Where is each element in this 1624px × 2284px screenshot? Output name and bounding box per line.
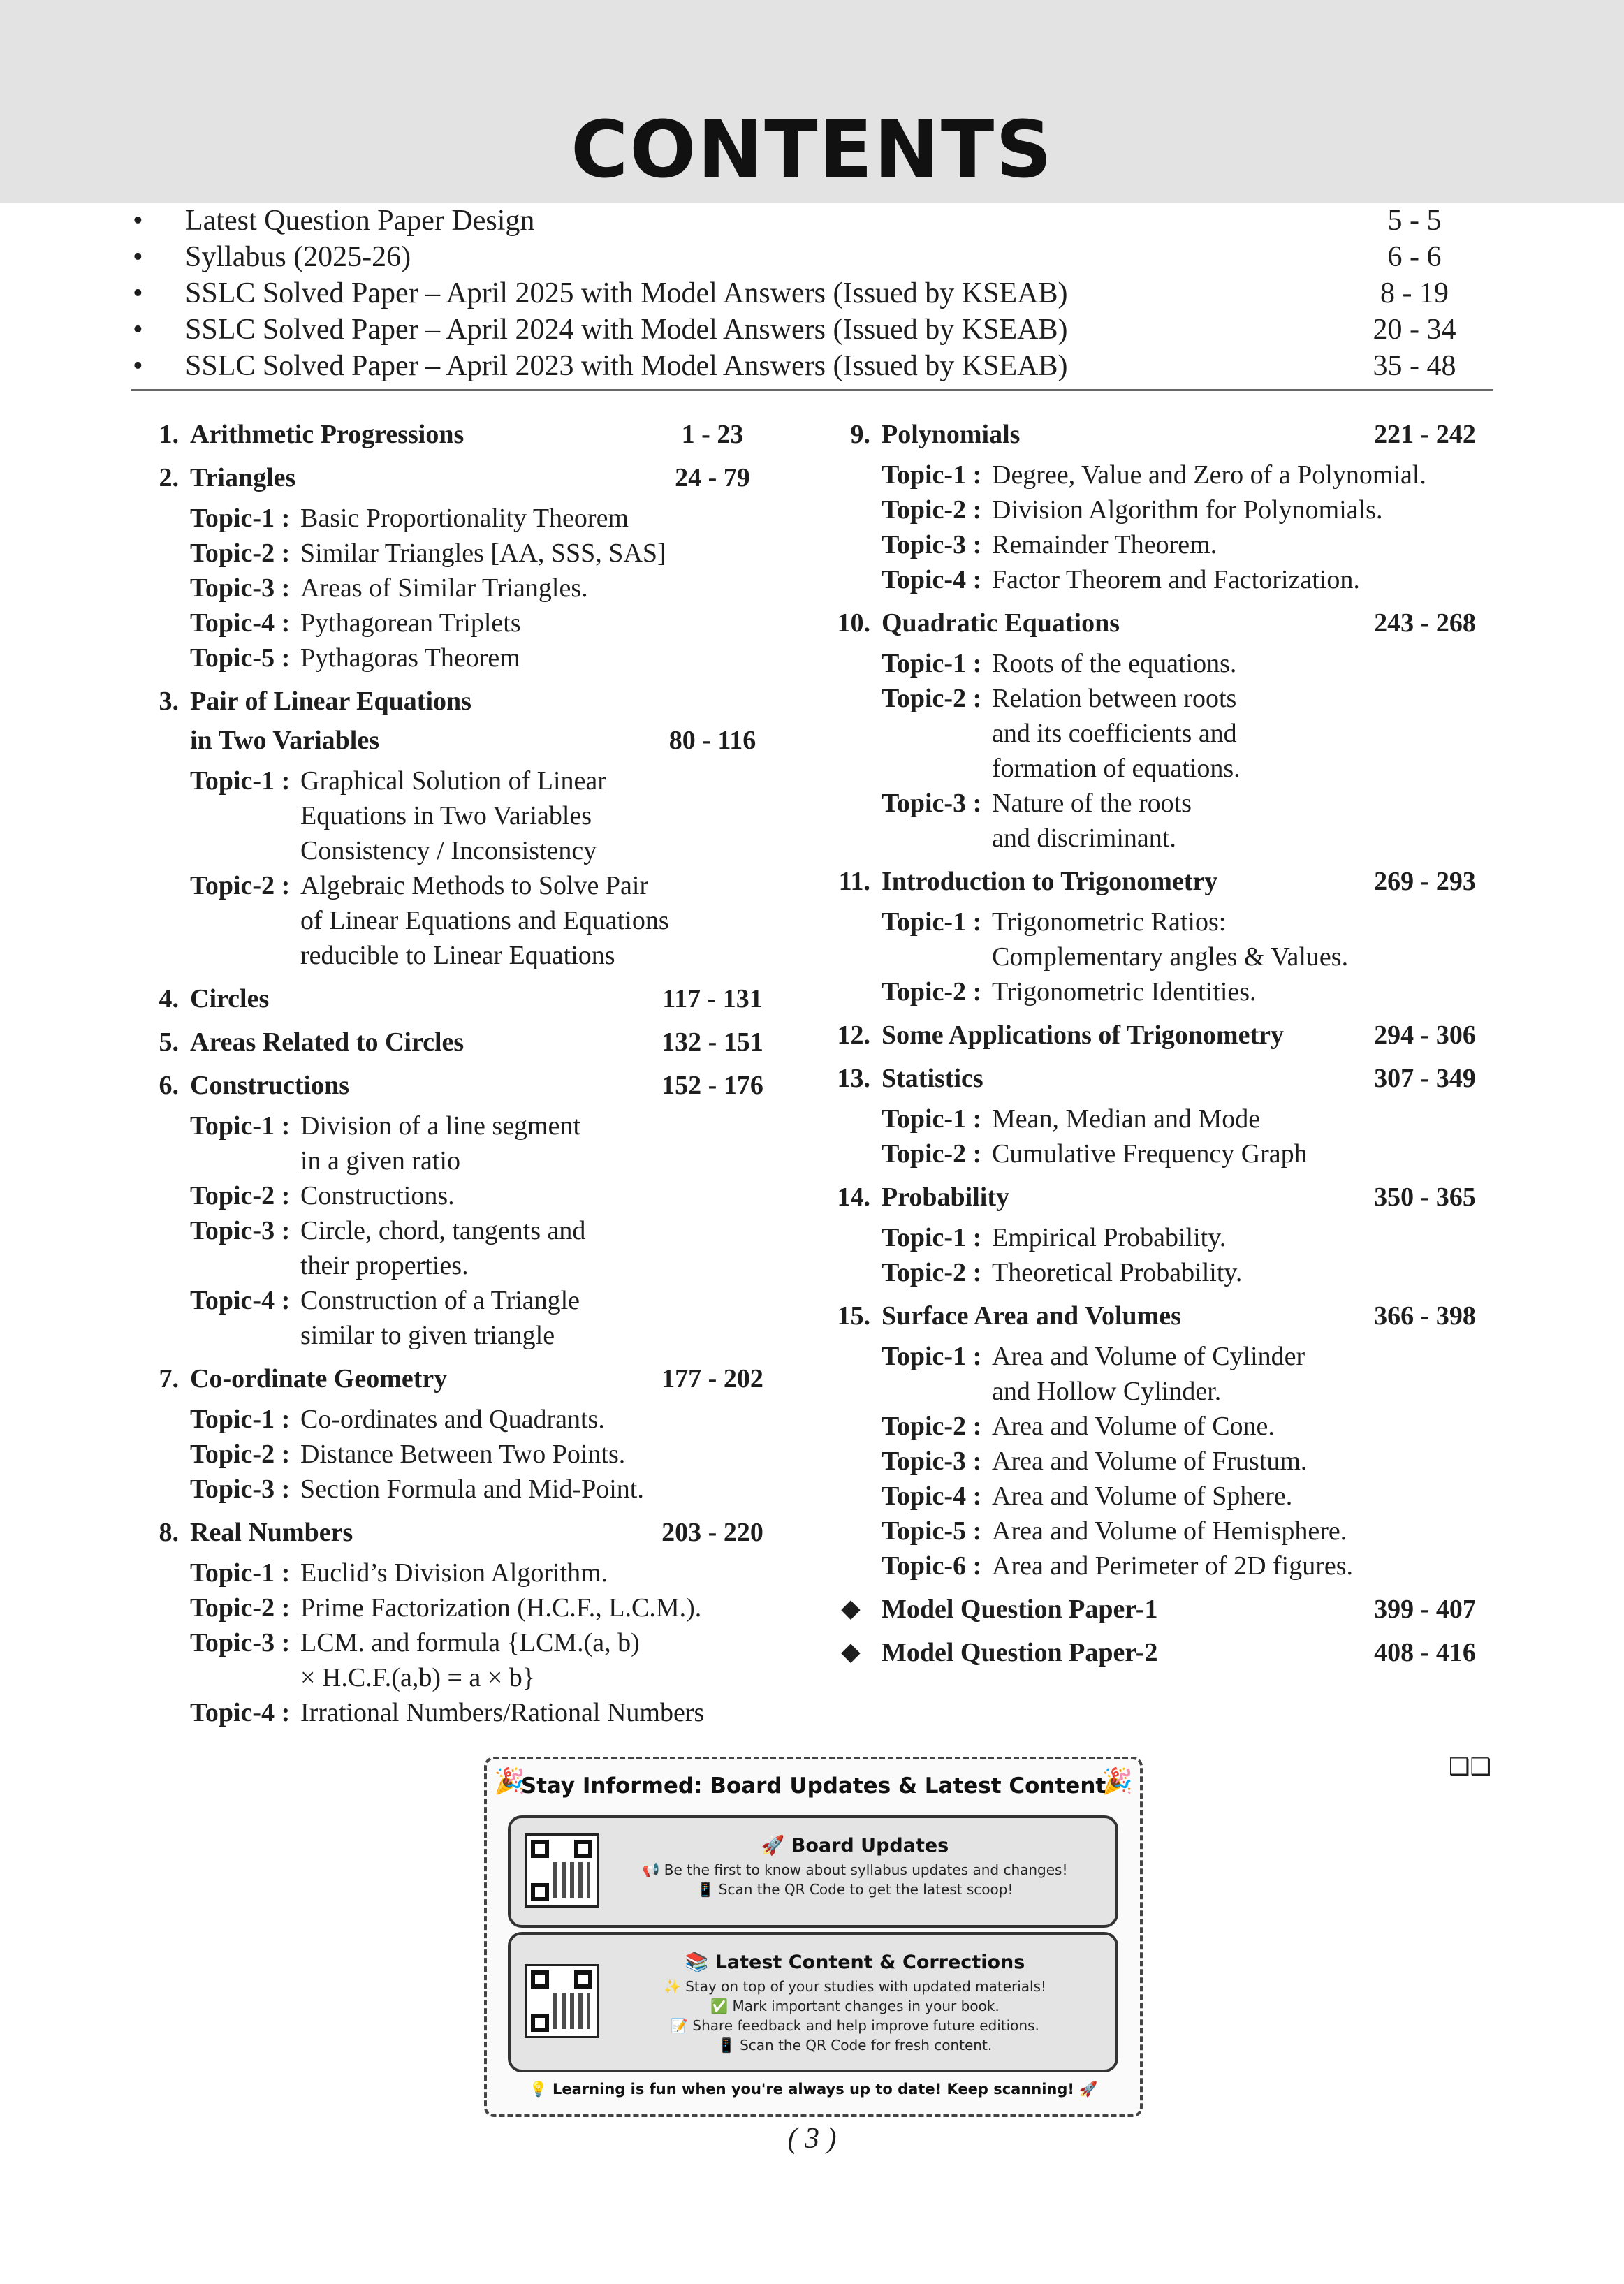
chapter-entry[interactable] — [140, 460, 789, 495]
topic-list — [831, 905, 1502, 1009]
topic-line: Trigonometric Ratios: — [992, 907, 1227, 937]
qr-box-heading: Stay Informed: Board Updates & Latest Content — [520, 1773, 1106, 1799]
topic-text — [992, 457, 1426, 492]
item-pages: 35 - 48 — [1373, 350, 1456, 382]
topic-text — [992, 974, 1257, 1009]
topic-text — [300, 1108, 580, 1178]
topic-line: in a given ratio — [300, 1146, 460, 1176]
page-number: ( 3 ) — [787, 2123, 837, 2155]
qr-box-footer: 💡 Learning is fun when you're always up to date! Keep scanning! 🚀 — [529, 2081, 1098, 2098]
chapter-title: Polynomials — [882, 420, 1021, 449]
chapter-number: 9. — [850, 420, 870, 449]
topic-item — [140, 1213, 789, 1283]
topic-item — [140, 1437, 789, 1472]
topic-text — [992, 1136, 1308, 1171]
topic-line: × H.C.F.(a,b) = a × b} — [300, 1663, 535, 1692]
topic-line: Division Algorithm for Polynomials. — [992, 495, 1383, 525]
chapter-pages: 1 - 23 — [681, 420, 744, 449]
topic-label: Topic-1 : — [190, 1405, 291, 1434]
chapter-pages: 221 - 242 — [1374, 420, 1476, 449]
topic-item — [140, 1625, 789, 1695]
topic-label: Topic-1 : — [190, 504, 291, 533]
topic-text — [992, 492, 1382, 527]
chapter-entry[interactable] — [831, 1018, 1502, 1053]
item-pages: 6 - 6 — [1387, 241, 1442, 273]
chapter-pages: 243 - 268 — [1374, 608, 1476, 638]
chapter-entry[interactable] — [140, 1068, 789, 1103]
qr-info-box — [484, 1757, 1143, 2117]
topic-line: Distance Between Two Points. — [300, 1440, 626, 1469]
topic-label: Topic-3 : — [190, 1474, 291, 1504]
item-title: Syllabus (2025-26) — [185, 241, 411, 273]
topic-text — [992, 1514, 1347, 1549]
chapter-title: Quadratic Equations — [882, 608, 1120, 638]
topic-line: Area and Perimeter of 2D figures. — [992, 1551, 1354, 1581]
topic-line: Area and Volume of Cone. — [992, 1412, 1275, 1441]
topic-item — [140, 1590, 789, 1625]
topic-line: Nature of the roots — [992, 789, 1192, 818]
chapter-number: 3. — [159, 687, 179, 716]
topic-label: Topic-1 : — [882, 1223, 982, 1252]
topic-text — [992, 1220, 1226, 1255]
topic-label: Topic-1 : — [882, 1104, 982, 1134]
chapter-pages: 117 - 131 — [662, 984, 763, 1013]
front-matter-item[interactable] — [133, 312, 1495, 348]
bullet-icon: • — [133, 314, 143, 346]
topic-text — [300, 1178, 455, 1213]
topic-text — [300, 1213, 585, 1283]
topic-item — [831, 905, 1502, 974]
topic-line: Basic Proportionality Theorem — [300, 504, 629, 533]
chapter-title-line2: in Two Variables — [190, 726, 380, 755]
topic-label: Topic-2 : — [882, 495, 982, 525]
topic-label: Topic-2 : — [882, 1412, 982, 1441]
topic-line: Construction of a Triangle — [300, 1286, 580, 1315]
chapter-pages: 350 - 365 — [1374, 1183, 1476, 1212]
topic-text — [300, 606, 521, 640]
topic-label: Topic-4 : — [882, 565, 982, 594]
chapter-title: Model Question Paper-2 — [882, 1638, 1158, 1667]
chapter-title: Model Question Paper-1 — [882, 1595, 1158, 1624]
topic-line: Division of a line segment — [300, 1111, 581, 1141]
item-pages: 8 - 19 — [1380, 277, 1449, 309]
topic-item — [831, 1101, 1502, 1136]
topic-label: Topic-2 : — [882, 684, 982, 713]
chapter-entry[interactable] — [831, 1180, 1502, 1215]
topic-text — [300, 1590, 701, 1625]
chapter-number: 10. — [837, 608, 870, 638]
topic-line: Relation between roots — [992, 684, 1237, 713]
topic-text — [300, 1402, 605, 1437]
topic-label: Topic-3 : — [190, 1628, 291, 1657]
chapter-title: Constructions — [190, 1071, 350, 1100]
card-line: 📱 Scan the QR Code to get the latest scoop! — [696, 1881, 1014, 1898]
topic-line: of Linear Equations and Equations — [300, 906, 669, 935]
topic-label: Topic-3 : — [190, 573, 291, 603]
topic-label: Topic-4 : — [190, 1698, 291, 1727]
chapter-title: Arithmetic Progressions — [190, 420, 464, 449]
topic-item — [140, 868, 789, 973]
topic-line: and discriminant. — [992, 823, 1176, 853]
topic-item — [831, 1136, 1502, 1171]
topic-item — [140, 501, 789, 536]
topic-label: Topic-2 : — [882, 1258, 982, 1287]
chapter-title: Statistics — [882, 1064, 983, 1093]
chapter-entry[interactable] — [831, 1298, 1502, 1333]
card-line: 📱 Scan the QR Code for fresh content. — [717, 2037, 993, 2054]
topic-list — [140, 501, 789, 675]
topic-line: reducible to Linear Equations — [300, 941, 615, 970]
topic-line: and Hollow Cylinder. — [992, 1377, 1222, 1406]
topic-line: Degree, Value and Zero of a Polynomial. — [992, 460, 1426, 490]
topic-line: Irrational Numbers/Rational Numbers — [300, 1698, 705, 1727]
topic-label: Topic-3 : — [190, 1216, 291, 1245]
chapter-pages: 399 - 407 — [1374, 1595, 1476, 1624]
topic-item — [831, 974, 1502, 1009]
topic-label: Topic-2 : — [190, 1181, 291, 1210]
party-popper-icon: 🎉 — [1102, 1767, 1133, 1796]
topic-line: Circle, chord, tangents and — [300, 1216, 586, 1245]
topic-label: Topic-2 : — [190, 1440, 291, 1469]
chapter-pages: 24 - 79 — [675, 463, 750, 492]
chapter-pages: 269 - 293 — [1374, 867, 1476, 896]
topic-item — [140, 571, 789, 606]
topic-item — [140, 1108, 789, 1178]
chapter-entry[interactable] — [140, 1025, 789, 1060]
topic-text — [992, 562, 1360, 597]
chapter-title: Probability — [882, 1183, 1009, 1212]
chapter-number: 2. — [159, 463, 179, 492]
bullet-icon: • — [133, 277, 143, 309]
chapter-entry[interactable] — [831, 606, 1502, 640]
chapter-title: Areas Related to Circles — [190, 1027, 464, 1057]
topic-label: Topic-2 : — [190, 1593, 291, 1623]
topic-label: Topic-3 : — [882, 1447, 982, 1476]
chapter-entry[interactable] — [831, 1061, 1502, 1096]
front-matter-list — [133, 203, 1495, 384]
topic-text — [992, 527, 1217, 562]
topic-line: Algebraic Methods to Solve Pair — [300, 871, 649, 900]
topic-text — [300, 1555, 608, 1590]
chapter-title: Circles — [190, 984, 270, 1013]
topic-line: LCM. and formula {LCM.(a, b) — [300, 1628, 640, 1657]
topic-line: Area and Volume of Frustum. — [992, 1447, 1308, 1476]
chapter-title: Triangles — [190, 463, 296, 492]
topic-line: Co-ordinates and Quadrants. — [300, 1405, 605, 1434]
topic-line: Roots of the equations. — [992, 649, 1237, 678]
topic-label: Topic-1 : — [882, 649, 982, 678]
front-matter-item[interactable] — [133, 275, 1495, 312]
bullet-icon: • — [133, 350, 143, 382]
chapter-number: 12. — [837, 1020, 870, 1050]
topic-label: Topic-3 : — [882, 530, 982, 559]
item-title: Latest Question Paper Design — [185, 205, 535, 237]
topic-text — [992, 1549, 1353, 1583]
topic-item — [831, 492, 1502, 527]
topic-line: Complementary angles & Values. — [992, 942, 1349, 972]
chapter-title: Real Numbers — [190, 1518, 353, 1547]
topic-item — [140, 1178, 789, 1213]
topic-line: Pythagoras Theorem — [300, 643, 520, 673]
topic-item — [831, 1339, 1502, 1409]
topic-text — [300, 536, 666, 571]
topic-text — [300, 571, 588, 606]
topic-label: Topic-4 : — [190, 1286, 291, 1315]
item-pages: 5 - 5 — [1387, 205, 1442, 237]
topic-text — [992, 786, 1192, 856]
chapter-number: 6. — [159, 1071, 179, 1100]
topic-item — [140, 1695, 789, 1730]
chapter-entry[interactable] — [140, 684, 789, 719]
topic-item — [831, 646, 1502, 681]
chapter-number: 7. — [159, 1364, 179, 1393]
card-title: 📚 Latest Content & Corrections — [685, 1952, 1025, 1973]
topic-item — [831, 1549, 1502, 1583]
front-matter-item[interactable] — [133, 203, 1495, 239]
chapter-title: Introduction to Trigonometry — [882, 867, 1218, 896]
chapter-pages: 203 - 220 — [661, 1518, 763, 1547]
topic-list — [140, 763, 789, 973]
topic-label: Topic-6 : — [882, 1551, 982, 1581]
bullet-icon: • — [133, 205, 143, 237]
chapter-pages: 408 - 416 — [1374, 1638, 1476, 1667]
chapter-entry-continued — [140, 723, 789, 758]
chapter-number: 11. — [838, 867, 870, 896]
chapter-number: 13. — [837, 1064, 870, 1093]
topic-line: Mean, Median and Mode — [992, 1104, 1261, 1134]
topic-item — [140, 1555, 789, 1590]
topic-line: and its coefficients and — [992, 719, 1237, 748]
left-column — [140, 417, 789, 1730]
topic-line: Graphical Solution of Linear — [300, 766, 606, 796]
topic-line: Area and Volume of Sphere. — [992, 1481, 1293, 1511]
topic-line: their properties. — [300, 1251, 469, 1280]
topic-item — [831, 1255, 1502, 1290]
chapter-number: 15. — [837, 1301, 870, 1331]
topic-line: Similar Triangles [AA, SSS, SAS] — [300, 539, 666, 568]
topic-line: Empirical Probability. — [992, 1223, 1227, 1252]
card-line: ✅ Mark important changes in your book. — [710, 1998, 1000, 2014]
topic-line: Cumulative Frequency Graph — [992, 1139, 1308, 1169]
chapter-pages: 152 - 176 — [661, 1071, 763, 1100]
chapter-entry[interactable] — [831, 417, 1502, 452]
topic-item — [140, 1283, 789, 1353]
topic-item — [831, 457, 1502, 492]
chapter-title: Surface Area and Volumes — [882, 1301, 1181, 1331]
topic-item — [831, 1220, 1502, 1255]
topic-item — [831, 681, 1502, 786]
board-updates-card — [508, 1815, 1118, 1928]
diamond-icon: ◆ — [841, 1639, 861, 1665]
chapter-title: Some Applications of Trigonometry — [882, 1020, 1284, 1050]
topic-text — [992, 1409, 1275, 1444]
item-title: SSLC Solved Paper – April 2023 with Model Answers (Issued by KSEAB) — [185, 350, 1068, 382]
topic-item — [831, 786, 1502, 856]
topic-text — [300, 1472, 644, 1507]
topic-item — [140, 536, 789, 571]
party-popper-icon: 🎉 — [494, 1767, 525, 1796]
chapter-entry[interactable] — [140, 1361, 789, 1396]
topic-label: Topic-5 : — [190, 643, 291, 673]
topic-item — [140, 1472, 789, 1507]
chapter-entry[interactable] — [831, 1592, 1502, 1627]
card-line: 📢 Be the first to know about syllabus updates and changes! — [642, 1861, 1068, 1878]
topic-text — [992, 1255, 1242, 1290]
topic-line: Theoretical Probability. — [992, 1258, 1243, 1287]
topic-text — [300, 1625, 640, 1695]
chapter-number: 4. — [159, 984, 179, 1013]
topic-label: Topic-1 : — [882, 907, 982, 937]
qr-code[interactable] — [525, 1833, 599, 1908]
chapter-pages: 366 - 398 — [1374, 1301, 1476, 1331]
card-line: 📝 Share feedback and help improve future editions. — [671, 2017, 1039, 2034]
topic-line: formation of equations. — [992, 754, 1241, 783]
topic-text — [992, 905, 1348, 974]
chapter-number: 14. — [837, 1183, 870, 1212]
diamond-icon: ◆ — [841, 1596, 861, 1622]
topic-text — [992, 1444, 1307, 1479]
topic-item — [831, 1514, 1502, 1549]
topic-list — [831, 1339, 1502, 1583]
topic-line: Factor Theorem and Factorization. — [992, 565, 1360, 594]
topic-item — [831, 1409, 1502, 1444]
topic-list — [831, 1101, 1502, 1171]
chapter-pages: 132 - 151 — [661, 1027, 763, 1057]
topic-item — [140, 763, 789, 868]
topic-line: Equations in Two Variables — [300, 801, 592, 830]
item-title: SSLC Solved Paper – April 2025 with Model Answers (Issued by KSEAB) — [185, 277, 1068, 309]
topic-line: Remainder Theorem. — [992, 530, 1217, 559]
topic-list — [831, 1220, 1502, 1290]
topic-label: Topic-5 : — [882, 1516, 982, 1546]
topic-list — [831, 457, 1502, 597]
topic-list — [831, 646, 1502, 856]
topic-text — [992, 1339, 1305, 1409]
page-title: CONTENTS — [571, 105, 1053, 196]
qr-code[interactable] — [525, 1964, 599, 2038]
topic-item — [140, 1402, 789, 1437]
chapter-title: Co-ordinate Geometry — [190, 1364, 448, 1393]
topic-text — [300, 501, 629, 536]
topic-line: Euclid’s Division Algorithm. — [300, 1558, 608, 1588]
topic-label: Topic-1 : — [882, 1342, 982, 1371]
right-column — [831, 417, 1502, 1670]
chapter-number: 5. — [159, 1027, 179, 1057]
topic-line: Consistency / Inconsistency — [300, 836, 597, 865]
topic-item — [831, 527, 1502, 562]
topic-item — [140, 640, 789, 675]
chapter-title: Pair of Linear Equations — [190, 687, 471, 716]
topic-text — [300, 763, 606, 868]
topic-line: Trigonometric Identities. — [992, 977, 1257, 1006]
topic-item — [140, 606, 789, 640]
topic-label: Topic-2 : — [882, 977, 982, 1006]
topic-label: Topic-2 : — [190, 539, 291, 568]
item-title: SSLC Solved Paper – April 2024 with Model Answers (Issued by KSEAB) — [185, 314, 1068, 346]
topic-line: similar to given triangle — [300, 1321, 555, 1350]
chapter-entry[interactable] — [831, 864, 1502, 899]
topic-line: Prime Factorization (H.C.F., L.C.M.). — [300, 1593, 702, 1623]
chapter-number: 1. — [159, 420, 179, 449]
card-title: 🚀 Board Updates — [761, 1835, 949, 1857]
topic-line: Section Formula and Mid-Point. — [300, 1474, 644, 1504]
topic-line: Area and Volume of Hemisphere. — [992, 1516, 1347, 1546]
topic-label: Topic-3 : — [882, 789, 982, 818]
front-matter-item[interactable] — [133, 239, 1495, 275]
chapter-entry[interactable] — [140, 1515, 789, 1550]
topic-label: Topic-1 : — [190, 1558, 291, 1588]
front-matter-item[interactable] — [133, 348, 1495, 384]
topic-text — [992, 681, 1241, 786]
chapter-pages: 294 - 306 — [1374, 1020, 1476, 1050]
topic-text — [992, 646, 1236, 681]
end-mark: ❑❑ — [1449, 1753, 1491, 1781]
chapter-number: 8. — [159, 1518, 179, 1547]
topic-line: Areas of Similar Triangles. — [300, 573, 588, 603]
topic-label: Topic-2 : — [190, 871, 291, 900]
topic-label: Topic-1 : — [882, 460, 982, 490]
topic-item — [831, 1479, 1502, 1514]
topic-text — [300, 640, 520, 675]
rocket-icon: 🚀 — [761, 1835, 785, 1857]
card-line: ✨ Stay on top of your studies with updated materials! — [663, 1978, 1047, 1995]
topic-line: Area and Volume of Cylinder — [992, 1342, 1305, 1371]
topic-label: Topic-1 : — [190, 1111, 291, 1141]
topic-item — [831, 562, 1502, 597]
topic-label: Topic-4 : — [190, 608, 291, 638]
topic-line: Pythagorean Triplets — [300, 608, 521, 638]
books-icon: 📚 — [685, 1952, 709, 1973]
chapter-entry[interactable] — [831, 1635, 1502, 1670]
topic-list — [140, 1402, 789, 1507]
chapter-pages: 177 - 202 — [661, 1364, 763, 1393]
topic-text — [992, 1101, 1260, 1136]
topic-list — [140, 1108, 789, 1353]
topic-text — [300, 868, 669, 973]
chapter-entry[interactable] — [140, 417, 789, 452]
chapter-entry[interactable] — [140, 981, 789, 1016]
topic-label: Topic-1 : — [190, 766, 291, 796]
topic-list — [140, 1555, 789, 1730]
topic-line: Constructions. — [300, 1181, 455, 1210]
chapter-pages: 307 - 349 — [1374, 1064, 1476, 1093]
topic-text — [300, 1283, 580, 1353]
topic-text — [300, 1695, 704, 1730]
divider — [131, 389, 1493, 391]
topic-text — [992, 1479, 1292, 1514]
chapter-pages: 80 - 116 — [668, 726, 756, 755]
topic-item — [831, 1444, 1502, 1479]
latest-content-card — [508, 1932, 1118, 2072]
topic-label: Topic-2 : — [882, 1139, 982, 1169]
item-pages: 20 - 34 — [1373, 314, 1456, 346]
bullet-icon: • — [133, 241, 143, 273]
topic-text — [300, 1437, 625, 1472]
topic-label: Topic-4 : — [882, 1481, 982, 1511]
